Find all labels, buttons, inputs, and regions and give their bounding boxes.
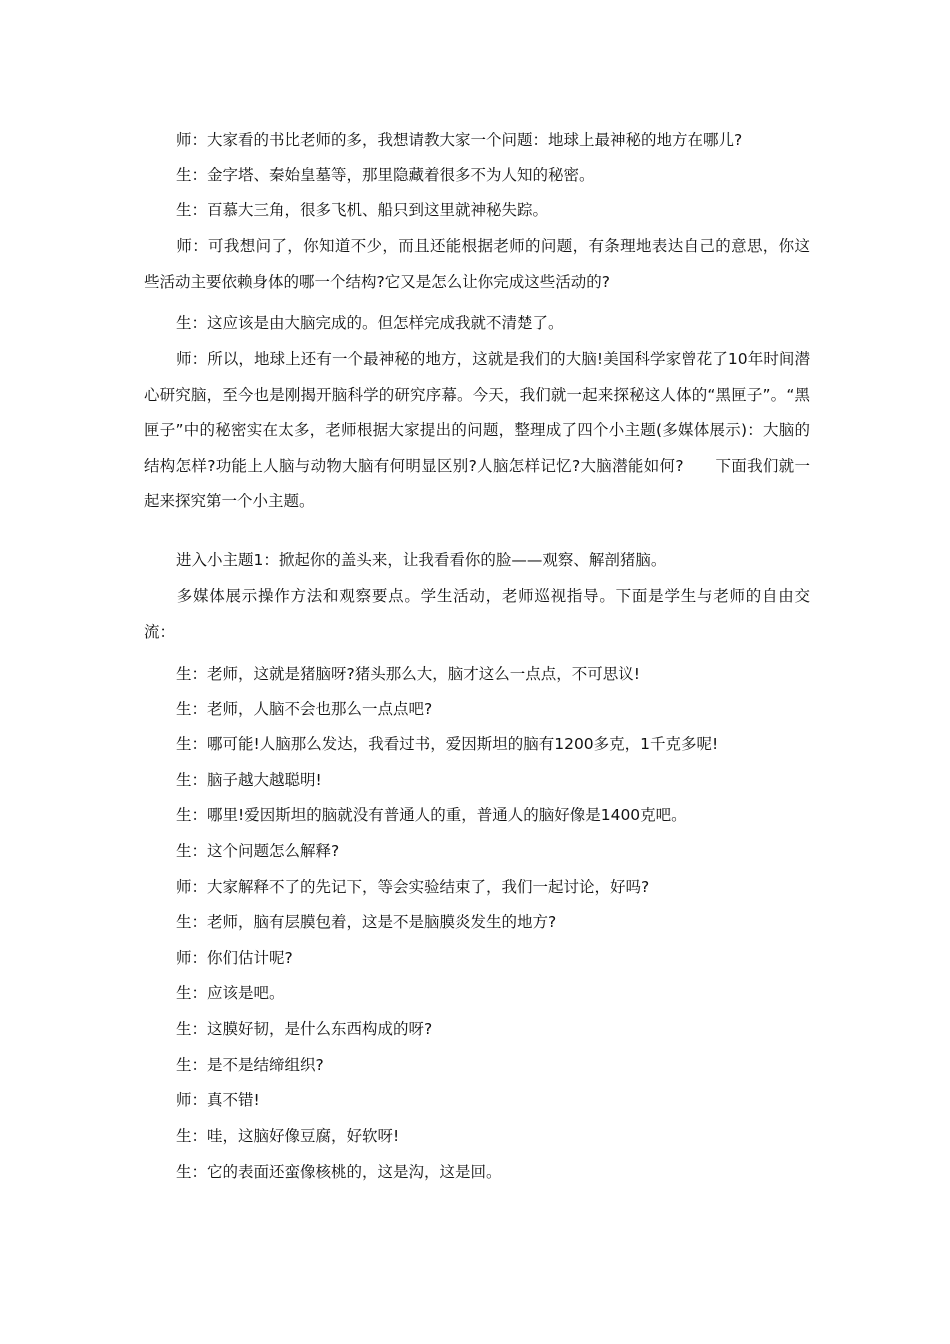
dialogue-line: 生：应该是吧。 <box>176 984 285 1002</box>
dialogue-line: 生：哇，这脑好像豆腐，好软呀! <box>176 1127 400 1145</box>
dialogue-line: 师：大家解释不了的先记下，等会实验结束了，我们一起讨论，好吗? <box>176 878 650 896</box>
dialogue-line: 生：这膜好韧，是什么东西构成的呀? <box>176 1020 433 1038</box>
paragraph-1: 师：大家看的书比老师的多，我想请教大家一个问题：地球上最神秘的地方在哪儿? <box>176 131 743 149</box>
dialogue-line: 生：老师，这就是猪脑呀?猪头那么大，脑才这么一点点，不可思议! <box>176 665 640 683</box>
dialogue-line: 生：老师，人脑不会也那么一点点吧? <box>176 700 433 718</box>
dialogue-line: 生：哪里!爱因斯坦的脑就没有普通人的重，普通人的脑好像是1400克吧。 <box>176 806 687 824</box>
paragraph-8: 多媒体展示操作方法和观察要点。学生活动，老师巡视指导。下面是学生与老师的自由交流： <box>144 587 810 641</box>
dialogue-line: 师：你们估计呢? <box>176 949 293 967</box>
paragraph-7: 进入小主题1：掀起你的盖头来，让我看看你的脸——观察、解剖猪脑。 <box>176 551 667 569</box>
paragraph-6: 师：所以，地球上还有一个最神秘的地方，这就是我们的大脑!美国科学家曾花了10年时间潜心研究脑，至今也是刚揭开脑科学的研究序幕。今天，我们就一起来探秘这人体的“黑匣子”。“黑匣子”中的秘密实在太多，老师根据大家提出的问题，整理成了四个小主题(多媒体展示)：大脑的结构怎样?功能上人脑与动物大脑有何明显区别?人脑怎样记忆?大脑潜能如何? 下面我们就一起来探究第一个小主题。 <box>144 350 810 510</box>
dialogue-line: 生：这个问题怎么解释? <box>176 842 340 860</box>
dialogue-line: 生：老师，脑有层膜包着，这是不是脑膜炎发生的地方? <box>176 913 557 931</box>
paragraph-5: 生：这应该是由大脑完成的。但怎样完成我就不清楚了。 <box>176 314 564 332</box>
paragraph-2: 生：金字塔、秦始皇墓等，那里隐藏着很多不为人知的秘密。 <box>176 166 595 184</box>
dialogue-line: 生：脑子越大越聪明! <box>176 771 322 789</box>
paragraph-3: 生：百慕大三角，很多飞机、船只到这里就神秘失踪。 <box>176 201 549 219</box>
dialogue-line: 生：是不是结缔组织? <box>176 1056 324 1074</box>
paragraph-4: 师：可我想问了，你知道不少，而且还能根据老师的问题，有条理地表达自己的意思，你这些活动主要依赖身体的哪一个结构?它又是怎么让你完成这些活动的? <box>144 237 810 291</box>
dialogue-line: 师：真不错! <box>176 1091 260 1109</box>
dialogue-line: 生：哪可能!人脑那么发达，我看过书，爱因斯坦的脑有1200多克，1千克多呢! <box>176 735 719 753</box>
dialogue-line: 生：它的表面还蛮像核桃的，这是沟，这是回。 <box>176 1163 502 1181</box>
